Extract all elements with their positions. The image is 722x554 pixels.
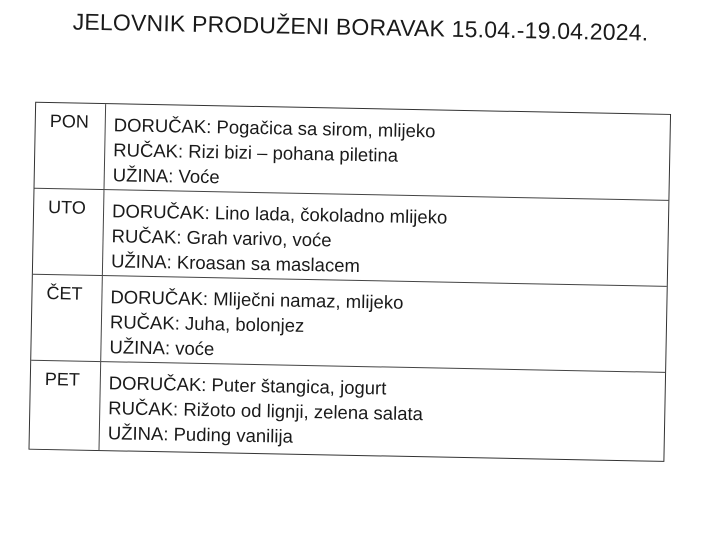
menu-row-thu xyxy=(31,275,667,373)
menu-row-fri xyxy=(30,361,666,461)
meals-cell xyxy=(105,104,671,200)
breakfast-line: DORUČAK: Lino lada, čokoladno mlijeko xyxy=(111,200,448,228)
menu-table xyxy=(28,102,671,462)
snack-line: UŽINA: Voće xyxy=(112,164,220,188)
day-label: PET xyxy=(30,361,102,450)
day-label: PON xyxy=(35,103,107,189)
snack-line: UŽINA: voće xyxy=(109,336,215,360)
breakfast-line: DORUČAK: Puter štangica, jogurt xyxy=(108,372,387,399)
snack-line: UŽINA: Puding vanilija xyxy=(107,422,294,447)
menu-row-mon xyxy=(35,103,671,201)
meals-cell xyxy=(99,362,665,461)
day-label: ČET xyxy=(31,275,103,361)
snack-line: UŽINA: Kroasan sa maslacem xyxy=(110,250,361,276)
meals-cell xyxy=(103,190,669,286)
day-label: UTO xyxy=(33,189,105,275)
meals-cell xyxy=(101,276,667,372)
lunch-line: RUČAK: Rižoto od lignji, zelena salata xyxy=(108,397,424,425)
breakfast-line: DORUČAK: Mliječni namaz, mlijeko xyxy=(110,286,404,313)
lunch-line: RUČAK: Rizi bizi – pohana piletina xyxy=(113,139,399,166)
document-title: JELOVNIK PRODUŽENI BORAVAK 15.04.-19.04.2024. xyxy=(72,8,649,46)
breakfast-line: DORUČAK: Pogačica sa sirom, mlijeko xyxy=(113,114,436,142)
menu-row-tue xyxy=(33,189,669,287)
lunch-line: RUČAK: Juha, bolonjez xyxy=(109,311,305,336)
lunch-line: RUČAK: Grah varivo, voće xyxy=(111,225,332,251)
